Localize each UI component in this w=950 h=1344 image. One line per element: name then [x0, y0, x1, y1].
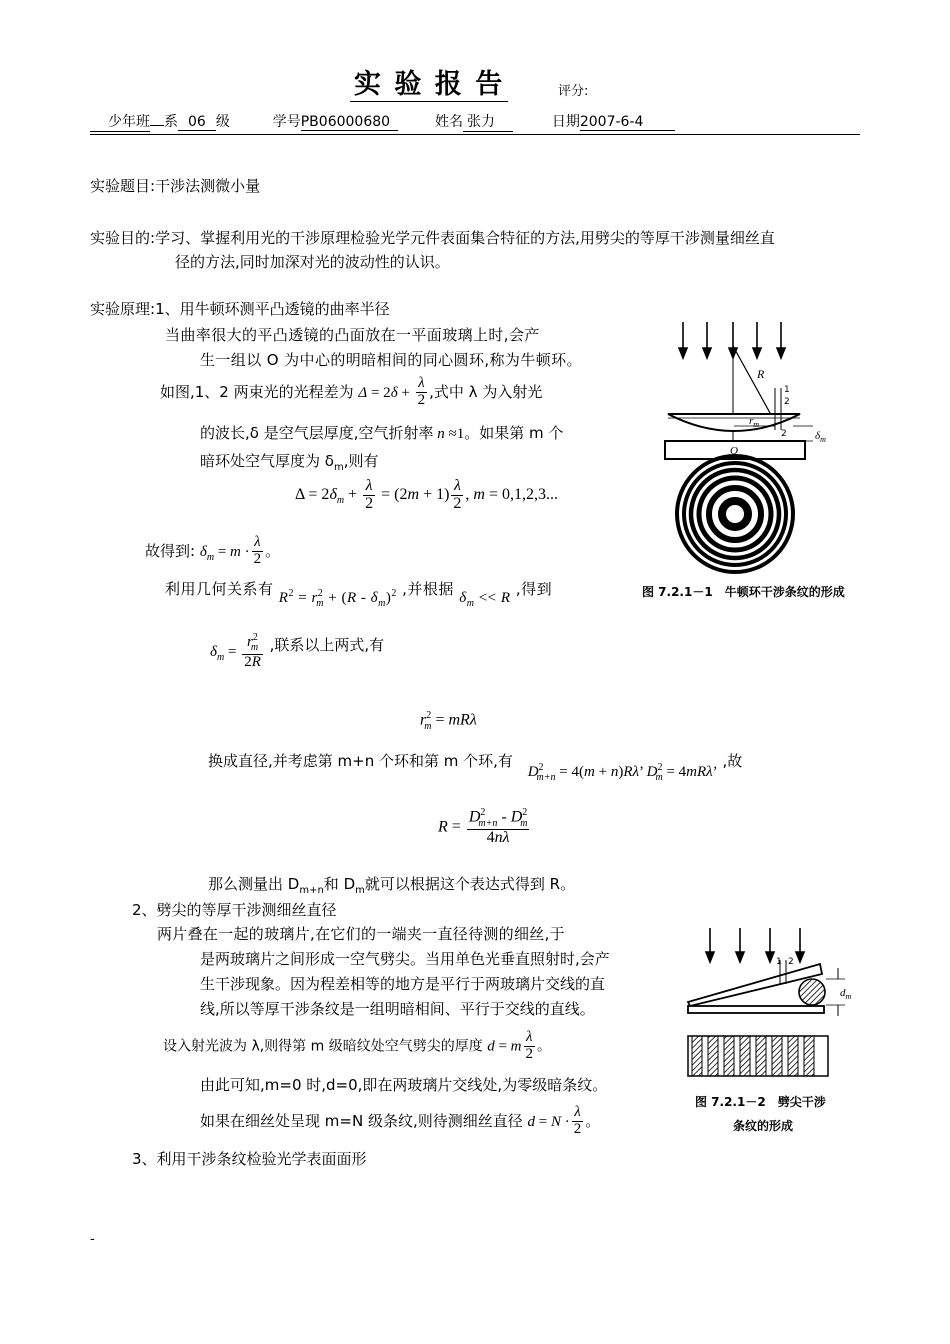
date-value: 2007-6-4: [580, 114, 676, 131]
equation-path-diff: $\Delta = 2\delta_m$ + $\frac{\lambda}{2}$ = (2m + 1) $\frac{\lambda}{2}$ , m = 0,1,2,3...: [295, 477, 559, 512]
score-label: 评分:: [558, 84, 589, 99]
path-diff-line: 如图,1、2 两束光的光程差为 Δ = 2δ + $\frac{\lambda}{2}$ ,式中 λ 为入射光: [160, 375, 543, 408]
date-label: 日期: [551, 114, 580, 130]
deduce-line: 故得到: $\delta_m = m$ · $\frac{\lambda}{2}$ 。: [145, 534, 281, 567]
label-R: R: [757, 367, 765, 381]
topic: 实验题目:干涉法测微小量: [90, 177, 261, 195]
newton-rings-figure: [635, 318, 865, 608]
wedge-thickness-line: 设入射光波为 λ,则得第 m 级暗纹处空气劈尖的厚度 d = m $\frac{\lambda}{2}$ 。: [163, 1029, 551, 1062]
name-label: 姓名: [434, 114, 463, 130]
surface-heading: 3、利用干涉条纹检验光学表面面形: [132, 1150, 367, 1168]
wedge-para-1: 两片叠在一起的玻璃片,在它们的一端夹一直径待测的细丝,于: [157, 925, 565, 943]
svg-text:2: 2: [781, 429, 787, 439]
wedge-zero-line: 由此可知,m=0 时,d=0,即在两玻璃片交线处,为零级暗条纹。: [200, 1076, 608, 1094]
student-id-value: PB06000680: [301, 114, 398, 131]
fig1-caption: 图 7.2.1－1 牛顿环干涉条纹的形成: [642, 585, 845, 599]
dept-label: 系: [164, 114, 178, 130]
label-rm: $r_m$: [749, 415, 760, 429]
wedge-para-3: 生干涉现象。因为程差相等的地方是平行于两玻璃片交线的直: [200, 975, 606, 993]
name-value: 张力: [463, 111, 513, 132]
newton-para-1: 当曲率很大的平凸透镜的凸面放在一平面玻璃上时,会产: [165, 326, 540, 344]
svg-text:1: 1: [784, 385, 790, 395]
wedge-heading: 2、劈尖的等厚干涉测细丝直径: [132, 901, 337, 919]
grade-value: 06: [178, 114, 216, 131]
measure-line: 那么测量出 $D_{m+n}$和 $D_m$就可以根据这个表达式得到 R。: [208, 875, 576, 896]
wedge-para-4: 线,所以等厚干涉条纹是一组明暗相间、平行于交线的直线。: [200, 1000, 595, 1018]
delta-formula-line: $\delta_m$ = $\frac{r^2_m}{2R}$ ,联系以上两式,有: [210, 632, 385, 670]
equation-radius-R: R = $\frac{D^2_{m+n} - D^2_m}{4n\lambda}$: [438, 807, 528, 847]
label-O: O: [730, 445, 738, 457]
footer-mark: -: [90, 1232, 95, 1247]
label-dm: $d_m$: [840, 987, 852, 1001]
wedge-figure: [680, 924, 860, 1084]
header-info-line: [90, 111, 675, 132]
class-label: 少年班: [90, 111, 150, 132]
report-title: 实 验 报 告: [350, 62, 508, 102]
principle-heading: 实验原理:1、用牛顿环测平凸透镜的曲率半径: [90, 300, 390, 318]
header-rule: [90, 134, 860, 135]
fiber-wire: [799, 979, 825, 1005]
equation-ring-radius: $r^2_m = mR\lambda$: [420, 710, 477, 732]
newton-rings: [677, 456, 793, 572]
fig2-caption-1: 图 7.2.1－2 劈尖干涉: [695, 1095, 826, 1109]
wedge-diameter-line: 如果在细丝处呈现 m=N 级条纹,则待测细丝直径 d = N · $\frac{\lambda}{2}$ 。: [200, 1104, 601, 1137]
fig2-caption-2: 条纹的形成: [733, 1119, 794, 1133]
svg-text:2: 2: [788, 957, 794, 967]
lower-plate: [688, 1006, 824, 1013]
radius-line: [733, 346, 775, 422]
label-delta-m: $\delta_m$: [815, 430, 826, 444]
svg-text:2: 2: [784, 397, 790, 407]
purpose-line-1: 实验目的:学习、掌握利用光的干涉原理检验光学元件表面集合特征的方法,用劈尖的等厚干涉测量细丝直: [90, 229, 775, 247]
svg-text:1: 1: [776, 957, 782, 967]
student-id-label: 学号: [272, 114, 301, 130]
newton-para-2: 生一组以 O 为中心的明暗相间的同心圆环,称为牛顿环。: [200, 351, 582, 369]
grade-label: 级: [215, 114, 230, 130]
purpose-line-2: 径的方法,同时加深对光的波动性的认识。: [175, 253, 450, 271]
incident-arrows: [679, 322, 785, 358]
geometry-line: 利用几何关系有 $R^2 = r^2_m + (R - \delta_m)^2$ ,并根据 $\delta_m << R$ ,得到: [165, 580, 553, 609]
dark-ring-line: 暗环处空气厚度为 $\delta_m$,则有: [200, 452, 379, 473]
diameter-line: 换成直径,并考虑第 m+n 个环和第 m 个环,有 $D^2_{m+n} = 4(m + n)R\lambda$’ $D^2_m = 4mR\lambda$’ ,故: [208, 752, 743, 783]
wedge-para-2: 是两玻璃片之间形成一空气劈尖。当用单色光垂直照射时,会产: [200, 950, 610, 968]
wavelength-line: 的波长,δ 是空气层厚度,空气折射率 n ≈1。如果第 m 个: [200, 424, 564, 442]
